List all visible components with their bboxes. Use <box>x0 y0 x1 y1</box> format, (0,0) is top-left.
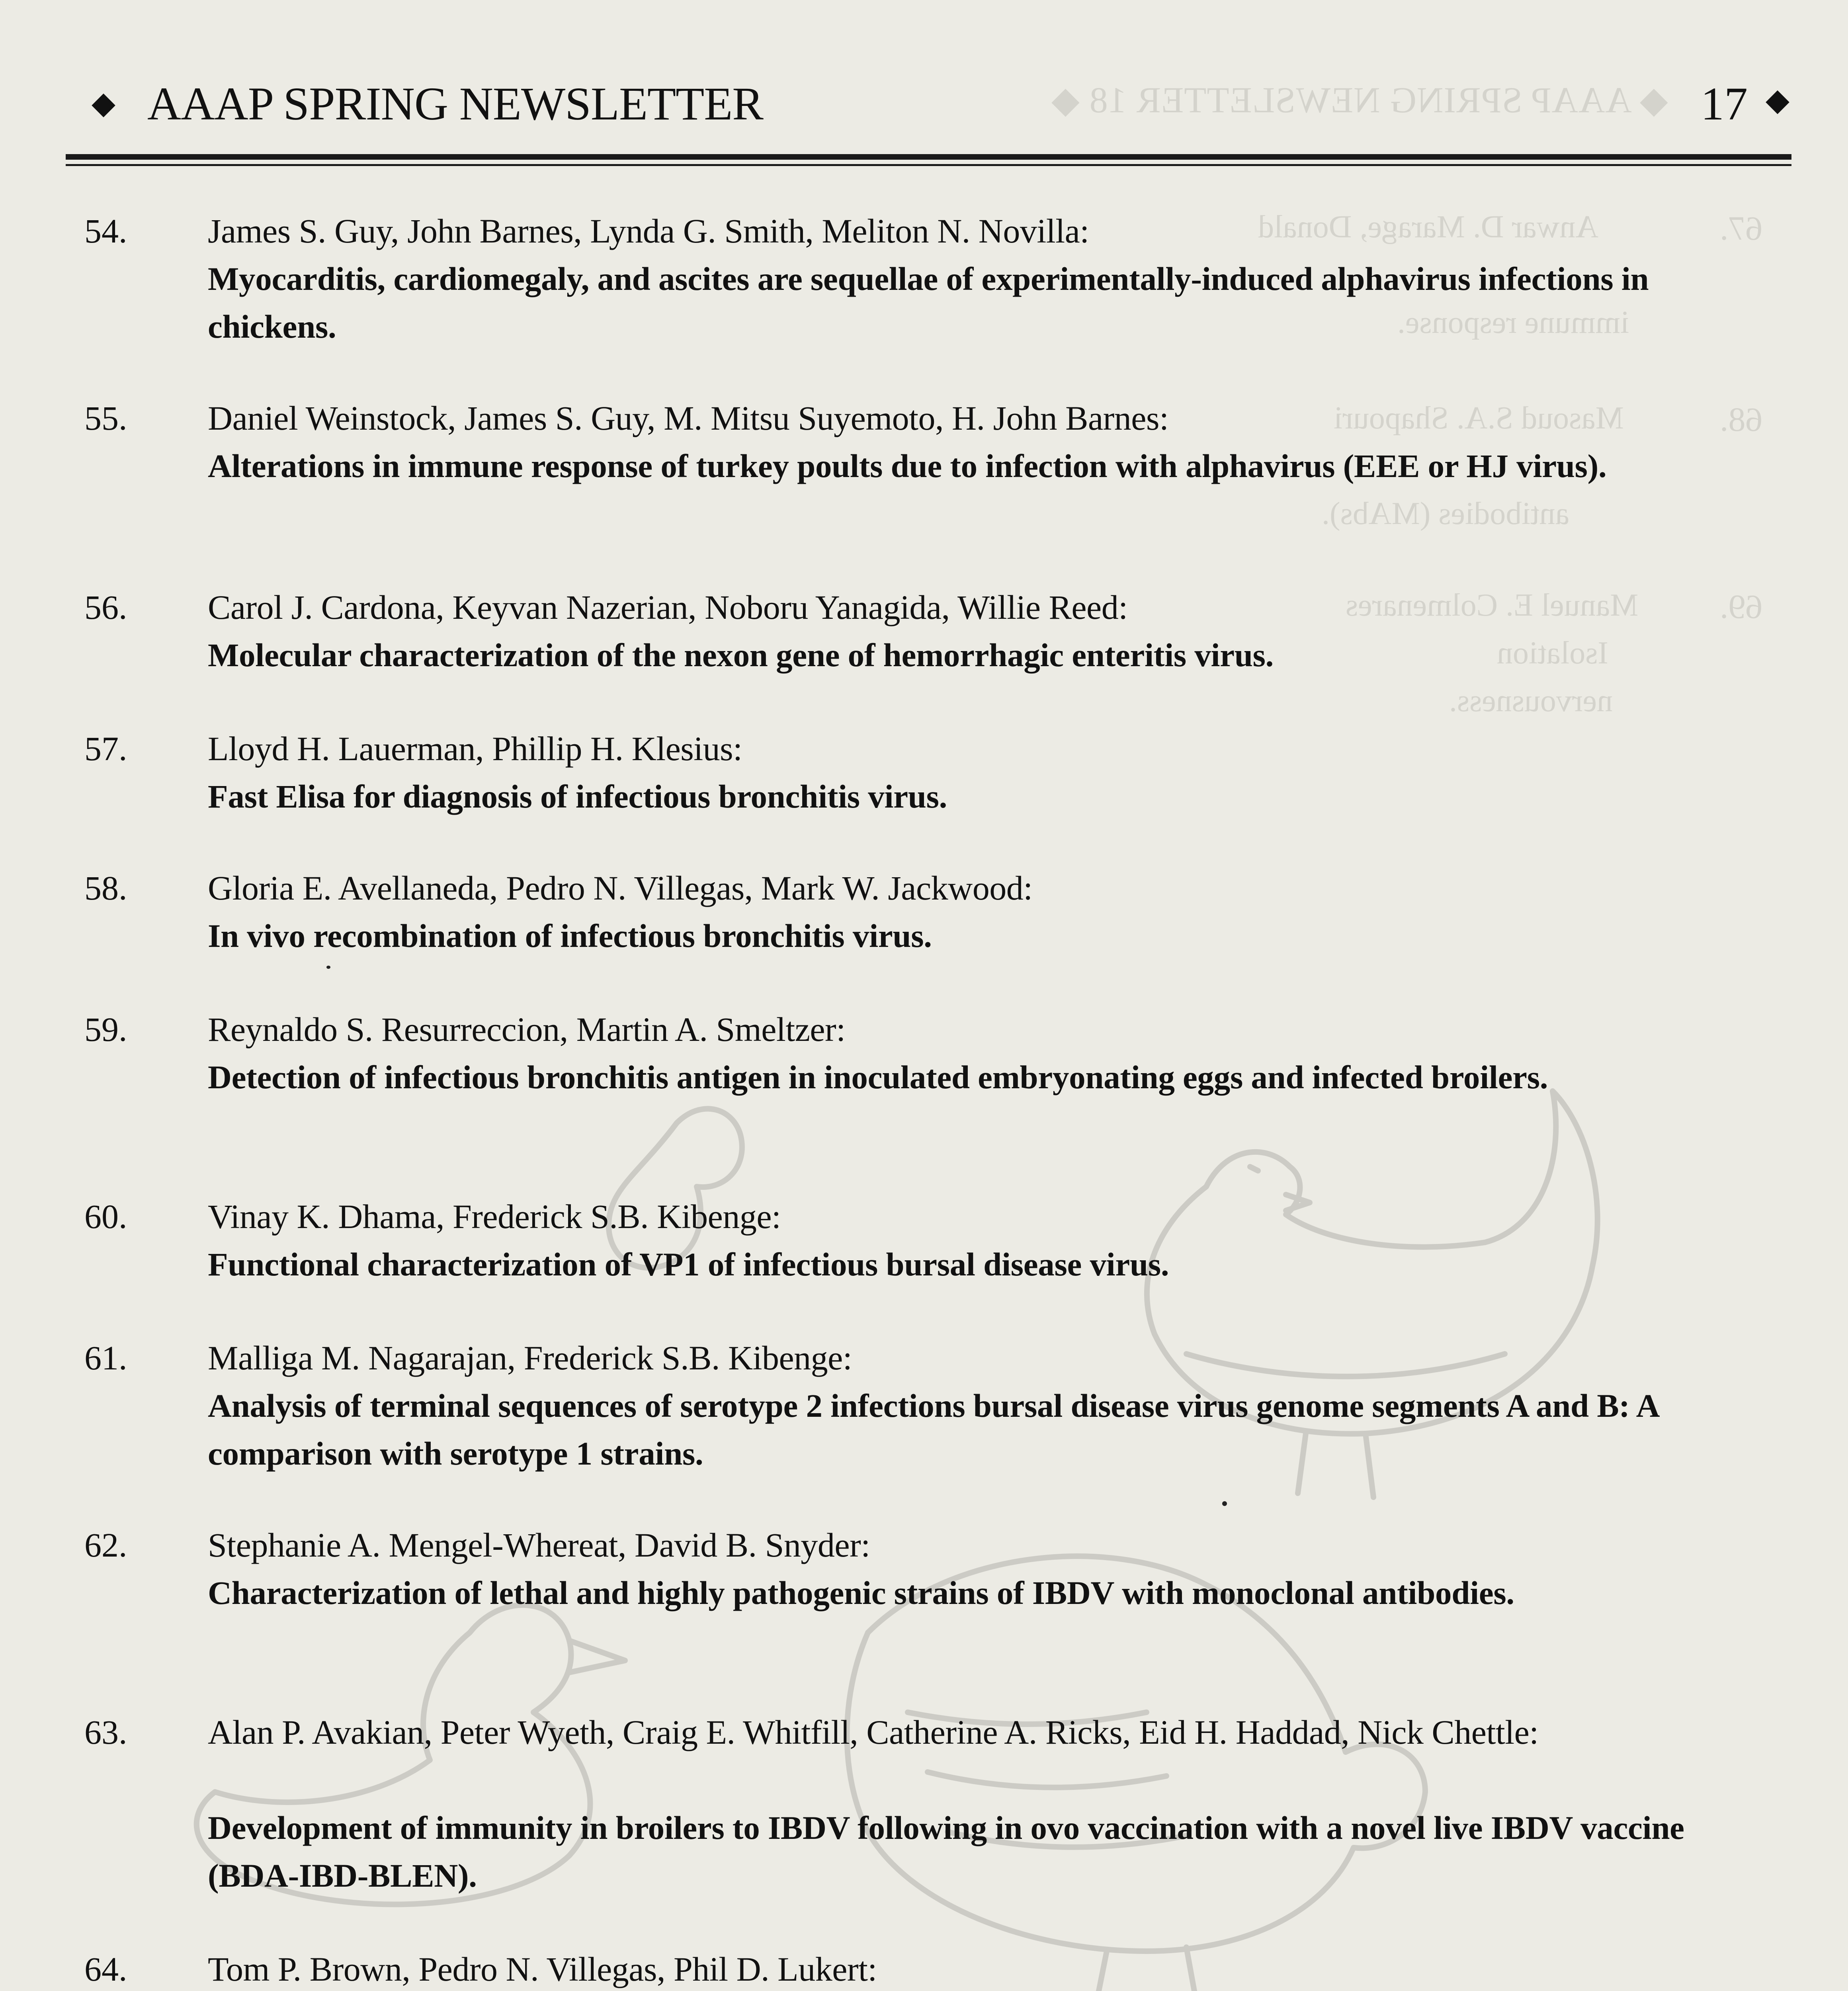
entry-title: Molecular characterization of the nexon gene of hemorrhagic enteritis virus. <box>208 637 1274 673</box>
entry-number: 57. <box>84 730 127 768</box>
diamond-bullet-icon: ◆ <box>92 86 115 120</box>
header-rule-thin <box>66 164 1791 166</box>
entry-title: Characterization of lethal and highly pathogenic strains of IBDV with monoclonal antibodies. <box>208 1574 1514 1611</box>
ghost-number: 69. <box>1720 587 1763 626</box>
entry-authors: Alan P. Avakian, Peter Wyeth, Craig E. Whitfill, Catherine A. Ricks, Eid H. Haddad, Nick Chettle: <box>208 1713 1539 1751</box>
entry-number: 59. <box>84 1010 127 1048</box>
entry-authors: Stephanie A. Mengel-Whereat, David B. Snyder: <box>208 1526 870 1564</box>
entry-number: 55. <box>84 399 127 437</box>
newsletter-title: AAAP SPRING NEWSLETTER <box>147 78 763 130</box>
ghost-line: Manuel E. Colmenares <box>1346 588 1639 623</box>
entry-authors: James S. Guy, John Barnes, Lynda G. Smith, Meliton N. Novilla: <box>208 212 1089 250</box>
entry-number: 61. <box>84 1339 127 1377</box>
ghost-line: nervousness. <box>1449 683 1613 718</box>
entry-authors: Tom P. Brown, Pedro N. Villegas, Phil D. Lukert: <box>208 1950 877 1988</box>
ghost-number: 67. <box>1720 209 1763 247</box>
diamond-bullet-icon: ◆ <box>1766 82 1789 117</box>
entry-number: 63. <box>84 1713 127 1751</box>
entry-title: In vivo recombination of infectious bronchitis virus. <box>208 917 932 954</box>
ghost-line: antibodies (MAbs). <box>1322 496 1570 531</box>
entry-title: Development of immunity in broilers to IBDV following in ovo vaccination with a novel live IBDV vaccine (BDA-IBD-BLEN). <box>208 1809 1684 1894</box>
entry-authors: Reynaldo S. Resurreccion, Martin A. Smeltzer: <box>208 1010 846 1048</box>
entry-number: 56. <box>84 588 127 626</box>
entry-authors: Carol J. Cardona, Keyvan Nazerian, Noboru Yanagida, Willie Reed: <box>208 588 1128 626</box>
entry-number: 64. <box>84 1950 127 1988</box>
entry-number: 60. <box>84 1197 127 1236</box>
ghost-header: ◆ AAAP SPRING NEWSLETTER 18 ◆ <box>1051 80 1668 120</box>
entry-title: Myocarditis, cardiomegaly, and ascites are sequellae of experimentally-induced alphavirus infections in chickens. <box>208 260 1649 345</box>
ghost-line: immune response. <box>1397 305 1629 340</box>
entry-number: 54. <box>84 212 127 250</box>
entry-authors: Daniel Weinstock, James S. Guy, M. Mitsu Suyemoto, H. John Barnes: <box>208 399 1169 437</box>
page-number: 17 <box>1701 78 1748 130</box>
entry-number: 58. <box>84 869 127 907</box>
ghost-line: Isolation <box>1497 636 1608 671</box>
entry-authors: Malliga M. Nagarajan, Frederick S.B. Kibenge: <box>208 1339 852 1377</box>
entry-authors: Lloyd H. Lauerman, Phillip H. Klesius: <box>208 730 742 768</box>
entry-title: Alterations in immune response of turkey poults due to infection with alphavirus (EEE or HJ virus). <box>208 448 1607 484</box>
entry-title: Functional characterization of VP1 of infectious bursal disease virus. <box>208 1246 1169 1283</box>
print-speck <box>326 966 330 969</box>
header-rule-thick <box>66 154 1791 160</box>
page-header <box>82 76 1789 131</box>
ghost-number: 68. <box>1720 400 1763 438</box>
print-speck <box>1222 1501 1227 1506</box>
entry-title: Detection of infectious bronchitis antigen in inoculated embryonating eggs and infected broilers. <box>208 1059 1548 1095</box>
entry-title: Fast Elisa for diagnosis of infectious bronchitis virus. <box>208 778 947 815</box>
entry-authors: Vinay K. Dhama, Frederick S.B. Kibenge: <box>208 1197 781 1236</box>
entry-authors: Gloria E. Avellaneda, Pedro N. Villegas, Mark W. Jackwood: <box>208 869 1033 907</box>
ghost-line: Anwar D. Marage, Donald <box>1258 209 1599 244</box>
entry-number: 62. <box>84 1526 127 1564</box>
entry-title: Analysis of terminal sequences of serotype 2 infections bursal disease virus genome segments A and B: A comparison with serotype 1 strains. <box>208 1387 1658 1472</box>
ghost-line: Masoud S.A. Shapouri <box>1334 401 1624 436</box>
